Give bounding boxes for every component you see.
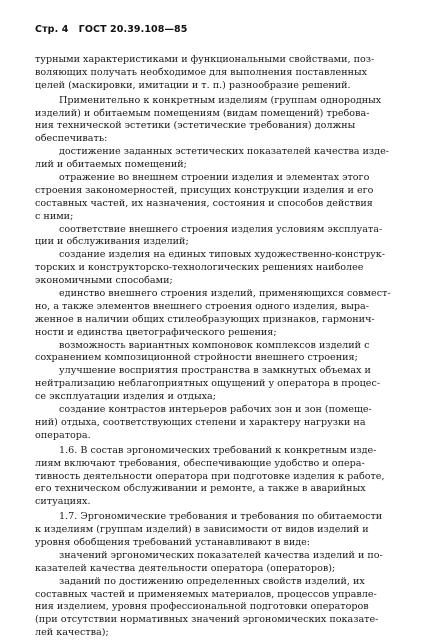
text-line: единство внешнего строения изделий, применяющихся совмест- [59, 288, 391, 300]
text-line: заданий по достижению определенных свойств изделий, их [59, 575, 365, 587]
text-line: лий и обитаемых помещений; [35, 159, 187, 171]
text-line: ния изделием, уровня профессиональной подготовки операторов [35, 601, 369, 613]
text-line: значений эргономических показателей качества изделий и по- [59, 549, 383, 561]
text-line: 1.6. В состав эргономических требований к конкретным изде- [59, 444, 377, 456]
text-line: турными характеристиками и функциональными свойствами, поз- [35, 54, 375, 65]
text-line: обеспечивать: [35, 133, 108, 145]
page-number-label: Стр. 4 [35, 24, 69, 35]
text-line: возможность вариантных компоновок комплексов изделий с [59, 339, 370, 351]
document-body [35, 54, 393, 640]
text-line: ния технической эстетики (эстетические требования) должны [35, 120, 356, 132]
text-line: 1.7. Эргономические требования и требования по обитаемости [59, 511, 383, 523]
text-line: ности и единства цветографического решения; [35, 326, 277, 338]
text-line: экономичными способами; [35, 275, 173, 287]
text-line: строения закономерностей, присущих конструкции изделия и его [35, 184, 374, 196]
text-line: улучшение восприятия пространства в замкнутых объемах и [59, 365, 371, 377]
text-line: уровня обобщения требований устанавливают в виде: [35, 536, 311, 548]
text-line: женное в наличии общих стилеобразующих признаков, гармонич- [35, 313, 375, 325]
text-line: к изделиям (группам изделий) в зависимости от видов изделий и [35, 524, 369, 536]
text-line: изделий) и обитаемым помещениям (видам помещений) требова- [35, 107, 370, 119]
text-line: (при отсутствии нормативных значений эргономических показате- [35, 614, 379, 626]
text-line: ции и обслуживания изделий; [35, 236, 189, 248]
text-line: нейтрализацию неблагоприятных ощущений у оператора в процес- [35, 378, 381, 390]
text-line: но, а также элементов внешнего строения одного изделия, выра- [35, 300, 370, 312]
text-line: се эксплуатации изделия и отдыха; [35, 391, 216, 403]
text-line: создание изделия на единых типовых художественно-конструк- [59, 249, 386, 261]
text-line: торских и конструкторско-технологических решениях наиболее [35, 262, 364, 274]
text-line: его техническом обслуживании и ремонте, а также в аварийных [35, 483, 366, 495]
text-line: сохранением композиционной стройности внешнего строения; [35, 352, 358, 364]
text-line: ний) отдыха, соответствующих степени и характеру нагрузки на [35, 416, 366, 428]
text-line: составных частей, их назначения, состояния и способов действия [35, 197, 373, 209]
text-line: соответствие внешнего строения изделия условиям эксплуата- [59, 223, 383, 235]
text-line: составных частей и применяемых материалов, процессов управле- [35, 588, 377, 600]
text-line: Применительно к конкретным изделиям (группам однородных [59, 94, 382, 106]
text-line: с ними; [35, 210, 74, 222]
text-line: казателей качества деятельности оператора (операторов); [35, 562, 336, 574]
standard-designation: ГОСТ 20.39.108—85 [78, 24, 188, 35]
text-line: достижение заданных эстетических показателей качества изде- [59, 146, 389, 158]
text-line: отражение во внешнем строении изделия и элементах этого [59, 172, 370, 184]
page-header [35, 24, 187, 35]
text-line: целей (маскировки, имитации и т. п.) разнообразие решений. [35, 79, 351, 91]
text-line: ситуациях. [35, 496, 91, 508]
text-line: лиям включают требования, обеспечивающие удобство и опера- [35, 457, 365, 469]
text-line: оператора. [35, 429, 91, 441]
text-line: лей качества); [35, 627, 109, 639]
text-line: тивность деятельности оператора при подготовке изделия к работе, [35, 470, 385, 482]
text-line: создание контрастов интерьеров рабочих зон и зон (помеще- [59, 404, 372, 416]
text-line: воляющих получать необходимое для выполнения поставленных [35, 66, 368, 78]
